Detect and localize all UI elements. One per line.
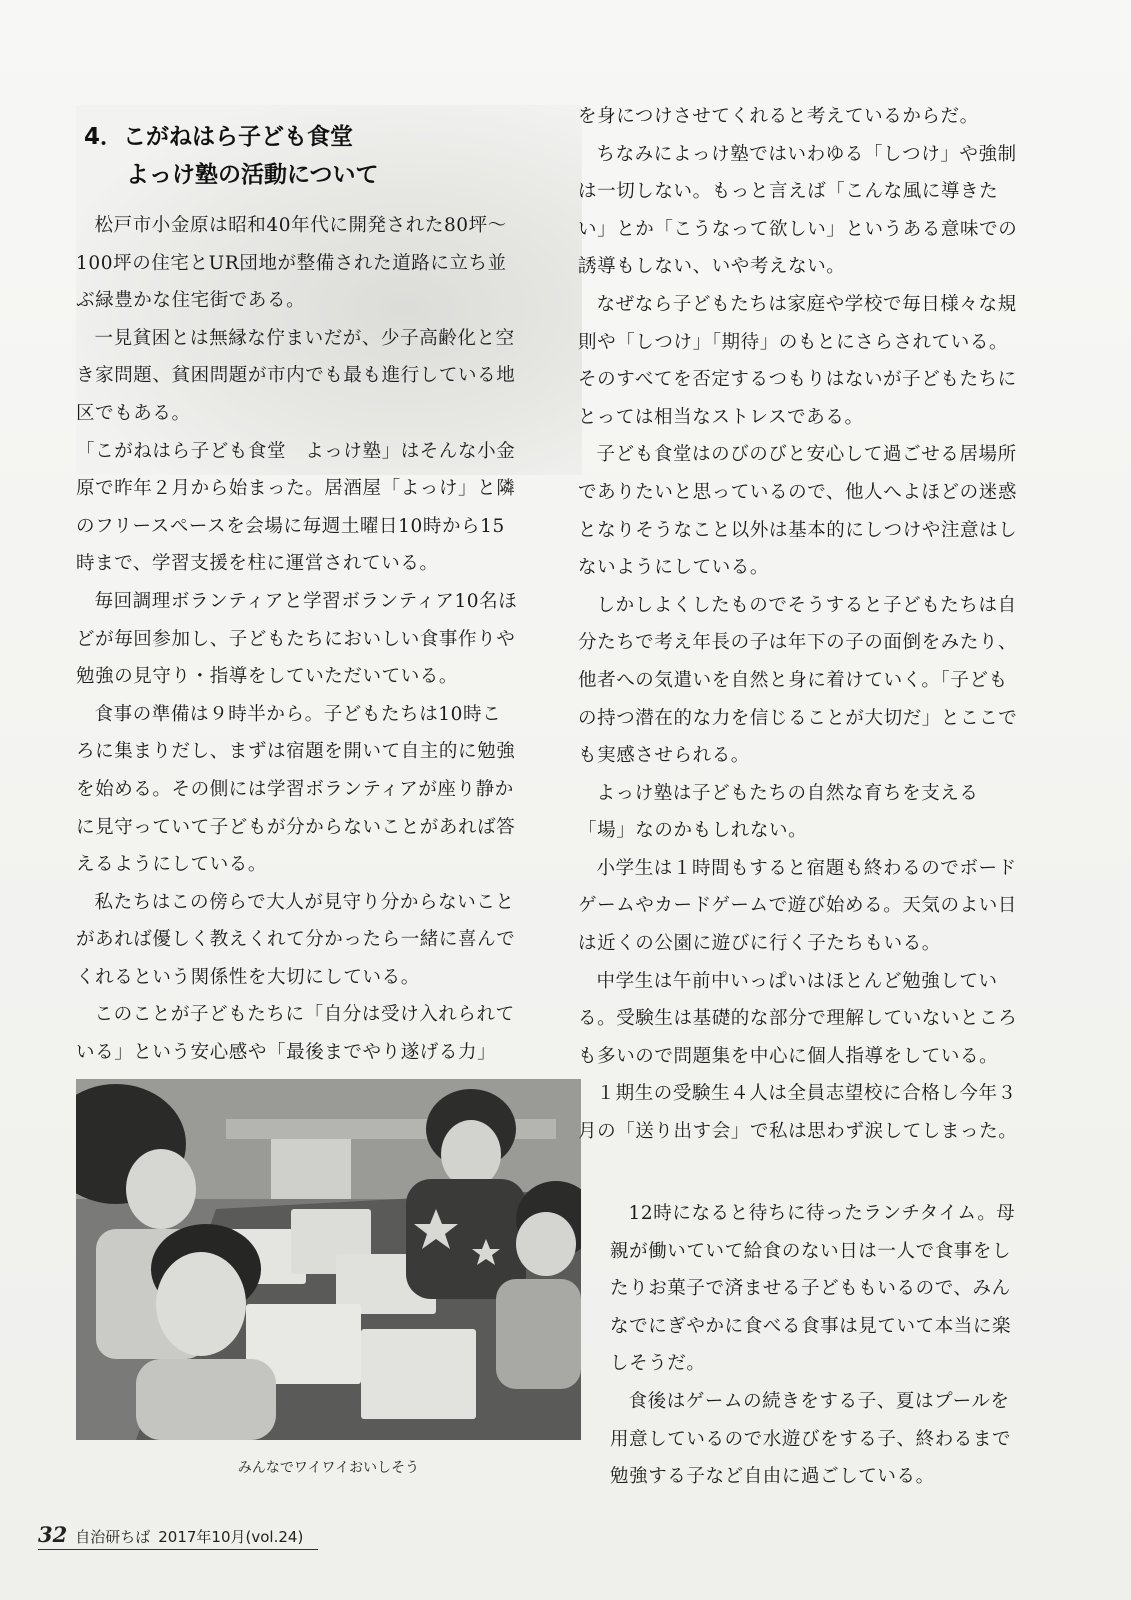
left-column [76,207,518,1072]
paragraph: 食後はゲームの続きをする子、夏はプールを用意しているので水遊びをする子、終わるまで勉強する子など自由に過ごしている。 [610,1390,1012,1488]
paragraph: 子ども食堂はのびのびと安心して過ごせる居場所でありたいと思っているので、他人へよほどの迷惑となりそうなこと以外は基本的にしつけや注意はしないようにしている。 [578,444,1018,579]
paragraph: 小学生は１時間もすると宿題も終わるのでボードゲームやカードゲームで遊び始める。天気のよい日は近くの公園に遊びに行く子たちもいる。 [578,857,1017,955]
page-number: 32 [38,1522,68,1547]
paragraph: なぜなら子どもたちは家庭や学校で毎日様々な規則や「しつけ」「期待」のもとにさらされている。そのすべてを否定するつもりはないが子どもたちにとっては相当なストレスである。 [578,293,1017,428]
paragraph: １期生の受験生４人は全員志望校に合格し今年３月の「送り出す会」で私は思わず涙してしまった。 [578,1083,1018,1143]
paragraph: 「こがねはら子ども食堂 よっけ塾」はそんな小金原で昨年２月から始まった。居酒屋「よっけ」と隣のフリースペースを会場に毎週土曜日10時から15時まで、学習支援を柱に運営されている。 [76,440,516,575]
paragraph: 私たちはこの傍らで大人が見守り分からないことがあれば優しく教えくれて分かったら一緒に喜んでくれるという関係性を大切にしている。 [76,891,516,988]
paragraph: よっけ塾は子どもたちの自然な育ちを支える「場」なのかもしれない。 [578,782,979,842]
paragraph: 食事の準備は９時半から。子どもたちは10時ころに集まりだし、まずは宿題を開いて自主的に勉強を始める。その側には学習ボランティアが座り静かに見守っていて子どもが分からないことがあれば答えるようにしている。 [76,703,516,876]
heading-line-1: 4．こがねはら子ども食堂 [84,124,354,150]
paragraph-continuation: を身につけさせてくれると考えているからだ。 [578,106,979,127]
paragraph: 12時になると待ちに待ったランチタイム。母親が働いていて給食のない日は一人で食事をしたりお菓子で済ませる子どももいるので、みんなでにぎやかに食べる食事は見ていて本当に楽しそうだ。 [610,1203,1016,1375]
photo-caption: みんなでワイワイおいしそう [237,1460,420,1476]
children-eating-photo [76,1079,581,1440]
issue-label: 2017年10月(vol.24) [158,1528,304,1546]
heading-line-2: よっけ塾の活動について [126,162,379,188]
paragraph: 毎回調理ボランティアと学習ボランティア10名ほどが毎回参加し、子どもたちにおいしい食事作りや勉強の見守り・指導をしていただいている。 [76,590,518,688]
page-footer [38,1521,318,1550]
section-heading [84,118,564,194]
paragraph: 松戸市小金原は昭和40年代に開発された80坪～100坪の住宅とUR団地が整備された道路に立ち並ぶ緑豊かな住宅街である。 [76,215,507,312]
right-column-lower [610,1195,1018,1496]
paragraph: 中学生は午前中いっぱいはほとんど勉強している。受験生は基礎的な部分で理解していないところも多いので問題集を中心に個人指導をしている。 [578,970,1018,1067]
paragraph: このことが子どもたちに「自分は受け入れられている」という安心感や「最後までやり遂げる力」 [76,1004,515,1064]
right-column [578,98,1018,1151]
paragraph: 一見貧困とは無縁な佇まいだが、少子高齢化と空き家問題、貧困問題が市内でも最も進行している地区でもある。 [76,327,516,424]
paragraph: しかしよくしたものでそうすると子どもたちは自分たちで考え年長の子は年下の子の面倒をみたり、他者への気遣いを自然と身に着けていく。「子どもの持つ潜在的な力を信じることが大切だ」とここでも実感させられる。 [578,594,1018,767]
paragraph: ちなみによっけ塾ではいわゆる「しつけ」や強制は一切しない。もっと言えば「こんな風に導きたい」とか「こうなって欲しい」というある意味での誘導もしない、いや考えない。 [578,143,1018,278]
publication-name: 自治研ちば [75,1528,151,1546]
